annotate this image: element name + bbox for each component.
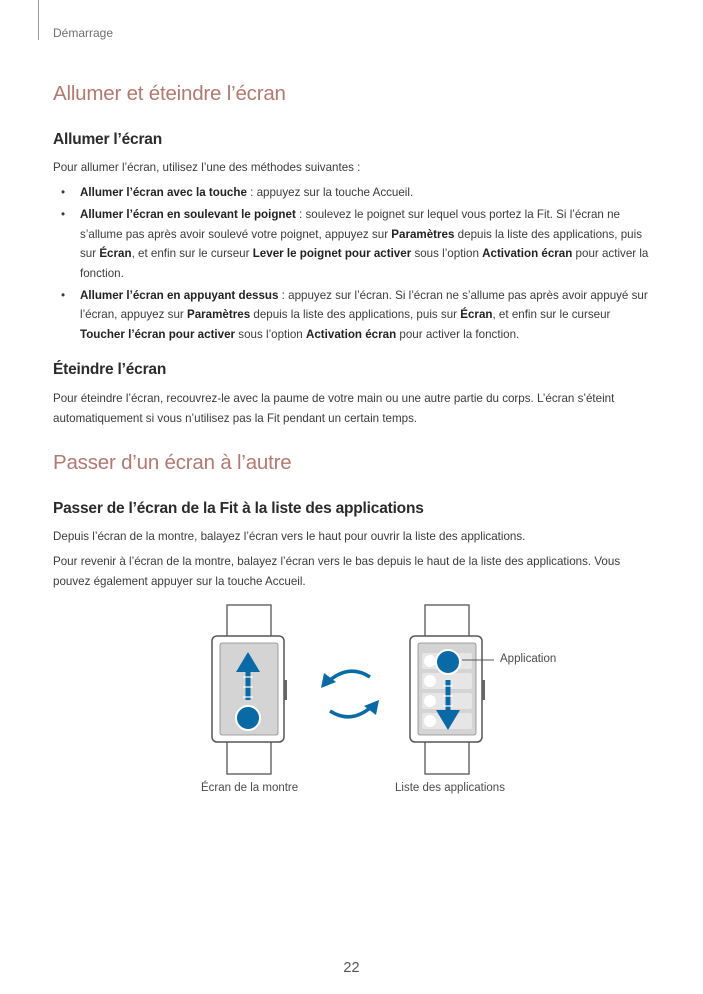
subsection-title-fit-to-apps: Passer de l’écran de la Fit à la liste des applications bbox=[53, 500, 424, 517]
switch-cycle-icon bbox=[321, 671, 379, 717]
turn-on-methods-list bbox=[53, 183, 658, 347]
bullet-icon: • bbox=[61, 288, 66, 302]
section-title-screen-on-off: Allumer et éteindre l’écran bbox=[53, 82, 286, 105]
section-title-switch-screens: Passer d’un écran à l’autre bbox=[53, 451, 292, 474]
switch-text-1: Depuis l’écran de la montre, balayez l’écran vers le haut pour ouvrir la liste des applications. bbox=[53, 530, 526, 543]
home-key bbox=[284, 680, 287, 700]
switch-text-2: Pour revenir à l’écran de la montre, balayez l’écran vers le bas depuis le haut de la liste des applications. Vous pouvez également appuyer sur la touche Accueil. bbox=[53, 555, 621, 588]
list-item: • Allumer l’écran en appuyant dessus : appuyez sur l’écran. Si l’écran ne s’allume pas après avoir appuyé sur l’écran, appuyez sur Paramètres depuis la liste des applications, puis sur Écran, et enfin sur le curseur Toucher l’écran pour activer sous l’option Activation écran pour activer la fonction. bbox=[53, 286, 658, 345]
caption-app-list: Liste des applications bbox=[395, 782, 505, 794]
bullet-icon: • bbox=[61, 186, 66, 199]
app-list-illustration bbox=[410, 605, 494, 774]
header-divider bbox=[38, 0, 39, 40]
watch-band-bottom bbox=[425, 740, 469, 774]
list-item: • Allumer l’écran en soulevant le poignet : soulevez le poignet sur lequel vous portez la Fit. Si l’écran ne s’allume pas après avoir soulevé votre poignet, appuyez sur Paramètres depuis la liste des applications, puis sur Écran, et enfin sur le curseur Lever le poignet pour activer sous l’option Activation écran pour activer la fonction. bbox=[53, 205, 658, 283]
turn-off-text: Pour éteindre l’écran, recouvrez-le avec la paume de votre main ou une autre partie du corps. L’écran s’éteint automatiquement si vous n’utilisez pas la Fit pendant un certain temps. bbox=[53, 392, 615, 425]
subsection-title-turn-off: Éteindre l’écran bbox=[53, 361, 167, 378]
chapter-title: Démarrage bbox=[53, 26, 114, 40]
swipe-illustration bbox=[200, 600, 530, 780]
watch-band-top bbox=[425, 605, 469, 637]
turn-on-intro: Pour allumer l’écran, utilisez l’une des méthodes suivantes : bbox=[53, 161, 361, 174]
bullet-icon: • bbox=[61, 208, 66, 221]
watch-face-illustration bbox=[212, 605, 287, 774]
list-item: • Allumer l’écran avec la touche : appuyez sur la touche Accueil. bbox=[53, 183, 658, 203]
watch-band-bottom bbox=[227, 740, 271, 774]
page-number: 22 bbox=[343, 960, 360, 976]
callout-application: Application bbox=[500, 653, 557, 665]
touch-point-icon bbox=[236, 706, 260, 730]
home-key bbox=[482, 680, 485, 700]
caption-watch-face: Écran de la montre bbox=[201, 782, 299, 794]
touch-point-icon bbox=[436, 650, 460, 674]
watch-band-top bbox=[227, 605, 271, 637]
subsection-title-turn-on: Allumer l’écran bbox=[53, 131, 162, 148]
